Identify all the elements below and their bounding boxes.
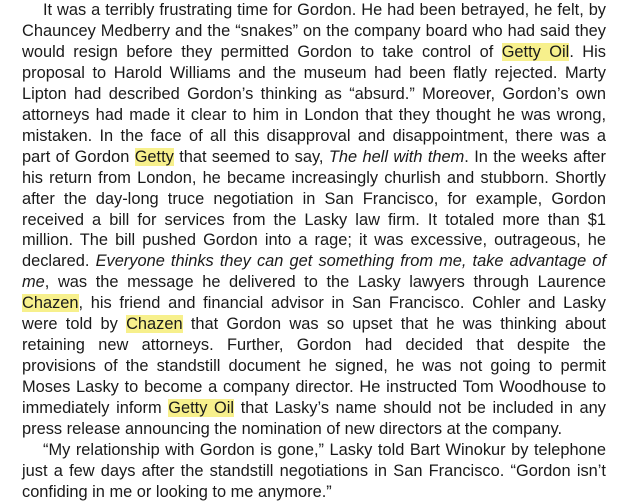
text-run: after the day-long truce negotiation in San Francisco, for example, Gordon (22, 189, 606, 208)
highlighted-term: Chazen (22, 294, 79, 313)
text-run: attorneys had made it clear to him in London that they thought he was wrong, (22, 105, 606, 124)
highlighted-term: Chazen (126, 315, 183, 334)
text-line (22, 41, 606, 63)
italic-text: The hell with them (328, 147, 465, 166)
text-line (22, 20, 606, 42)
text-line (22, 62, 606, 84)
text-run: confiding in me or looking to me anymore.” (22, 482, 332, 501)
text-run: press release announcing the nomination of new directors at the company. (22, 420, 562, 438)
text-run: received a bill for services from the Lasky law firm. It totaled more than $1 (22, 210, 606, 229)
text-line (22, 146, 606, 168)
highlighted-term: Getty Oil (501, 42, 570, 61)
text-line (22, 250, 606, 272)
text-line (22, 397, 606, 419)
text-line (22, 125, 606, 147)
text-run: retaining new attorneys. Further, Gordon had decided that despite the (22, 336, 606, 355)
text-run: were told by (22, 315, 127, 334)
text-line (22, 167, 606, 189)
text-line (22, 481, 606, 503)
text-run: . In the weeks after (464, 147, 606, 166)
text-run: . His (569, 42, 606, 61)
text-line (22, 376, 606, 398)
text-line (22, 83, 606, 105)
highlighted-term: Getty (134, 147, 174, 166)
text-run: immediately inform (22, 399, 169, 418)
italic-text: Everyone thinks they can get something from me, take advantage of (95, 252, 607, 271)
text-line (22, 418, 606, 440)
text-run: It was a terribly frustrating time for Gordon. He had been betrayed, he felt, by (43, 1, 606, 19)
text-line (22, 188, 606, 210)
highlighted-term: Getty Oil (168, 399, 235, 418)
text-run: that Gordon was so upset that he was thinking about (182, 315, 606, 334)
text-run: would resign before they permitted Gordon to take control of (22, 42, 502, 61)
text-run: that Lasky’s name should not be included in any (234, 399, 606, 418)
text-run: provisions of the standstill document he signed, he was not going to permit (22, 357, 606, 376)
text-run: million. The bill pushed Gordon into a rage; it was excessive, outrageous, he (22, 231, 606, 250)
text-line (22, 104, 606, 126)
text-run: part of Gordon (22, 147, 135, 166)
text-run: mistaken. In the face of all this disapproval and disappointment, there was a (22, 126, 606, 145)
text-run: that seemed to say, (173, 147, 329, 166)
text-line (22, 229, 606, 251)
text-run: , his friend and financial advisor in San Francisco. Cohler and Lasky (78, 294, 606, 313)
text-run: “My relationship with Gordon is gone,” Lasky told Bart Winokur by telephone (43, 440, 606, 459)
text-run: just a few days after the standstill negotiations in San Francisco. “Gordon isn’t (22, 461, 606, 480)
text-line (22, 460, 606, 482)
text-line (43, 0, 606, 21)
text-line (22, 271, 606, 293)
text-run: his return from London, he became increasingly churlish and stubborn. Shortly (22, 168, 606, 187)
text-run: Moses Lasky to become a company director. He instructed Tom Woodhouse to (22, 378, 606, 397)
text-run: Lipton had described Gordon’s thinking as “absurd.” Moreover, Gordon’s own (22, 84, 606, 103)
text-line (22, 292, 606, 314)
text-line (22, 209, 606, 231)
text-run: , was the message he delivered to the Lasky lawyers through Laurence (44, 273, 606, 292)
text-line (22, 355, 606, 377)
text-line (22, 334, 606, 356)
text-run: declared. (22, 252, 96, 271)
text-line (22, 313, 606, 335)
text-run: proposal to Harold Williams and the museum had been flatly rejected. Marty (22, 63, 606, 82)
text-line (43, 439, 606, 461)
italic-text: me (22, 273, 45, 292)
text-run: Chauncey Medberry and the “snakes” on the company board who had said they (22, 21, 606, 40)
